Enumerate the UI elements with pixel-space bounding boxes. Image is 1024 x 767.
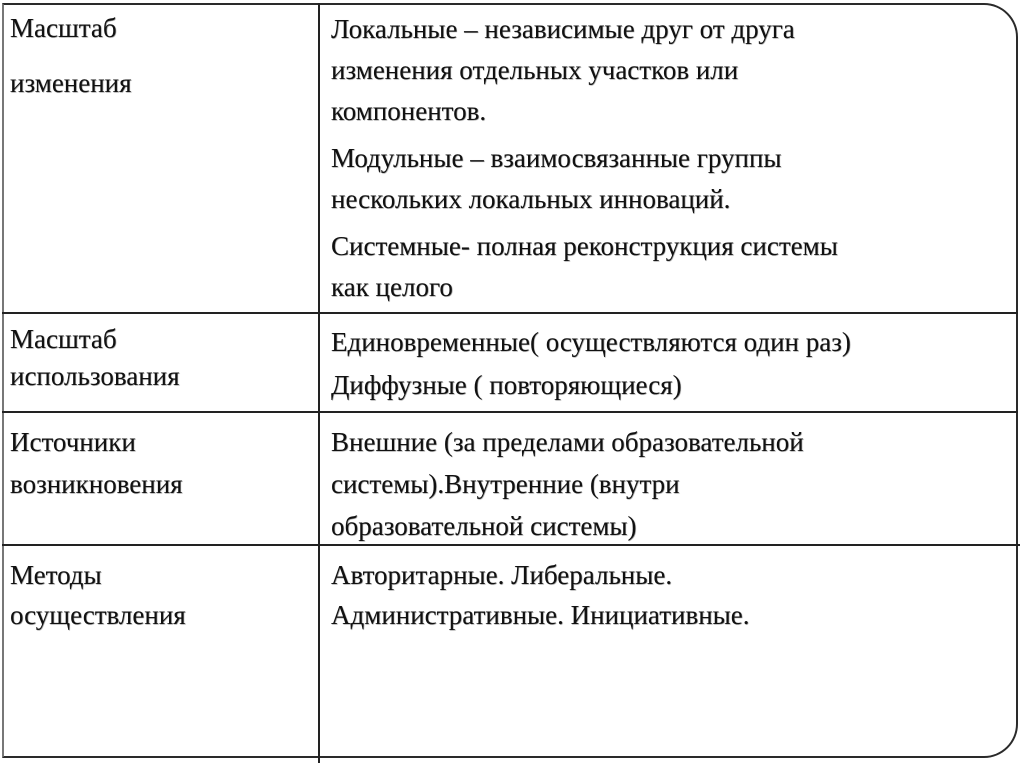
paragraph-modular (331, 138, 1011, 220)
row-content-methods (331, 555, 1011, 635)
row-label-methods (10, 555, 310, 635)
label-line: Масштаб (10, 13, 117, 43)
label-line: Масштаб (10, 324, 117, 354)
content-line: как целого (331, 272, 453, 302)
label-line: возникновения (10, 469, 183, 499)
content-line: компонентов. (331, 96, 487, 126)
label-line: Источники (10, 427, 136, 457)
content-line: Системные- полная реконструкция системы (331, 231, 838, 261)
label-line: изменения (10, 68, 132, 98)
row-content-scale-of-change (331, 9, 1011, 308)
content-line: изменения отдельных участков или (331, 55, 739, 85)
row-label-scale-of-use (10, 321, 310, 395)
row-content-sources (331, 421, 1011, 547)
content-line: Модульные – взаимосвязанные группы (331, 143, 782, 173)
content-line: системы).Внутренние (внутри (331, 469, 680, 499)
row-content-scale-of-use (331, 321, 1011, 407)
content-line: нескольких локальных инноваций. (331, 184, 731, 214)
content-line: Внешние (за пределами образовательной (331, 427, 804, 457)
paragraph-systemic (331, 226, 1011, 308)
content-line: Авторитарные. Либеральные. (331, 560, 673, 590)
row-divider (2, 312, 1018, 314)
row-divider (2, 411, 1018, 413)
label-line: осуществления (10, 600, 186, 630)
content-line: образовательной системы) (331, 511, 637, 541)
content-line: Административные. Инициативные. (331, 600, 750, 630)
content-line: Локальные – независимые друг от друга (331, 14, 795, 44)
paragraph-local (331, 9, 1011, 132)
column-divider (318, 3, 320, 763)
label-line: использования (10, 361, 180, 391)
label-line: Методы (10, 560, 102, 590)
row-label-scale-of-change (10, 8, 310, 103)
content-line: Единовременные( осуществляются один раз) (331, 327, 851, 357)
content-line: Диффузные ( повторяющиеся) (331, 370, 682, 400)
row-label-sources (10, 421, 310, 505)
